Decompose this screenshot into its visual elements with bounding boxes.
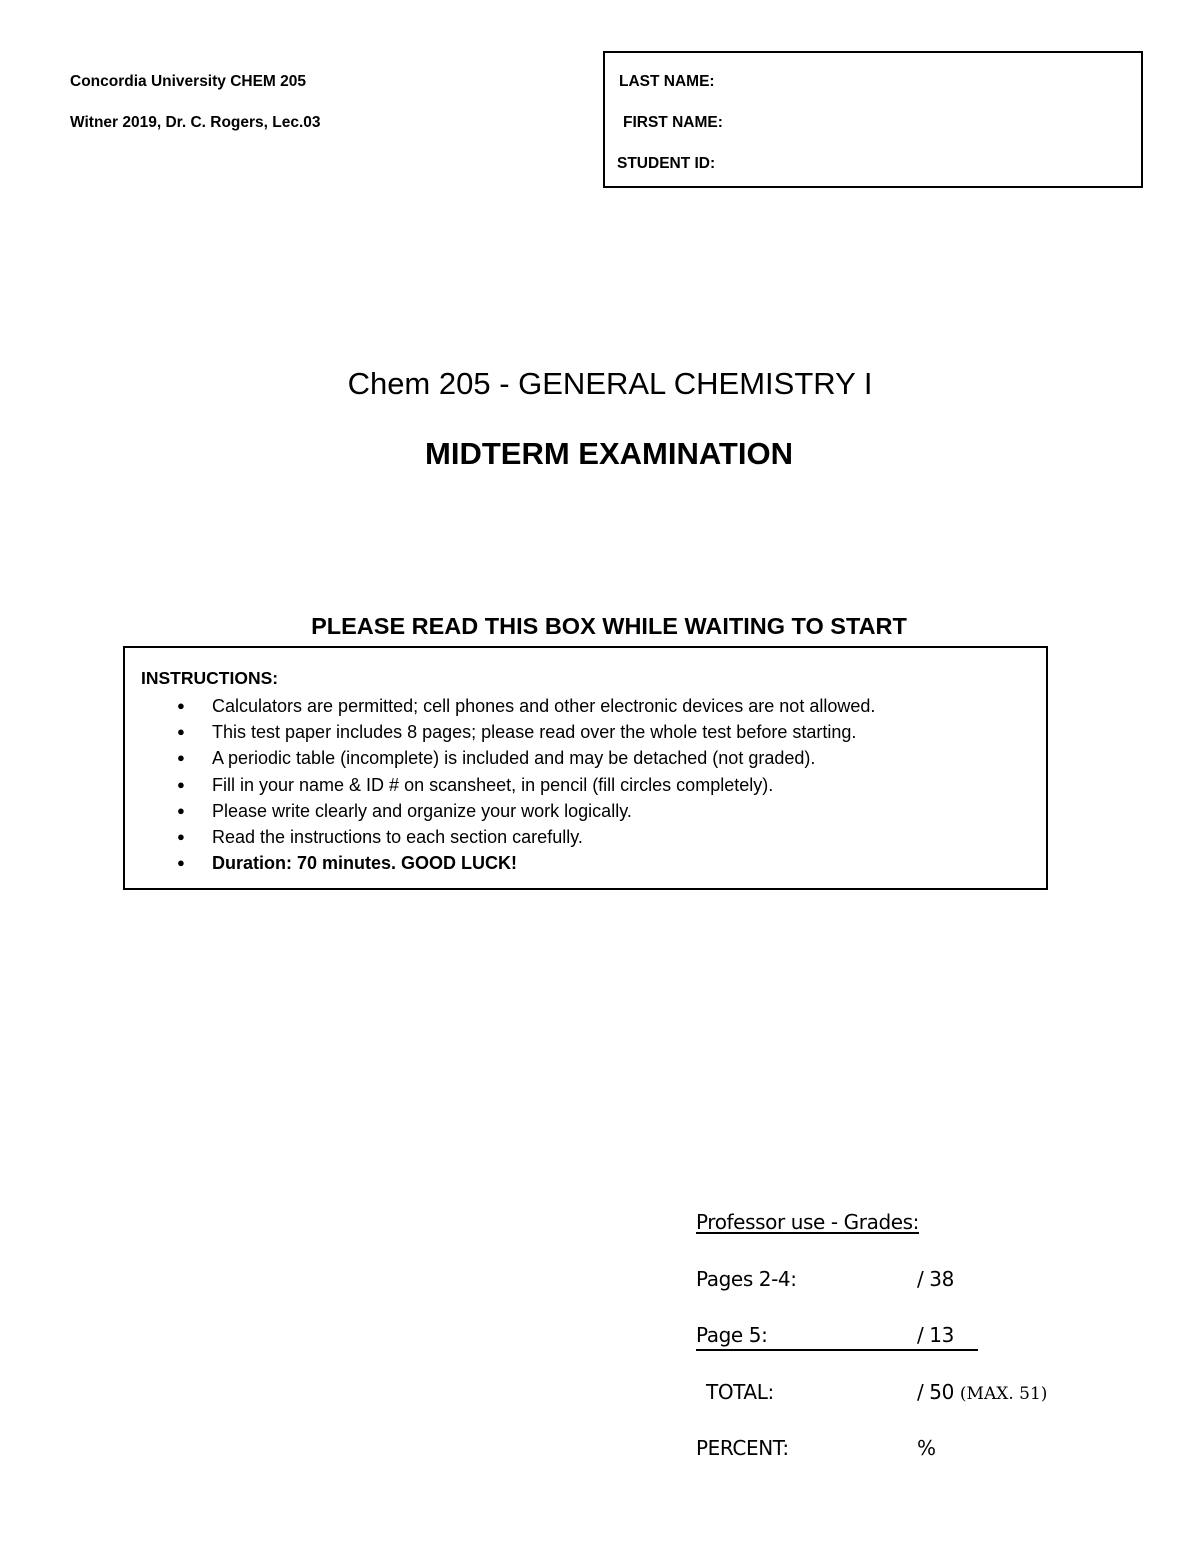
first-name-label: FIRST NAME: [623,114,723,131]
percent-label: PERCENT: [696,1436,789,1460]
instruction-text: This test paper includes 8 pages; please read over the whole test before starting. [212,722,857,743]
instruction-text: Calculators are permitted; cell phones and other electronic devices are not allowed. [212,696,876,716]
bullet-icon: ● [177,724,185,740]
read-box-heading: PLEASE READ THIS BOX WHILE WAITING TO START [311,613,907,639]
term-header: Witner 2019, Dr. C. Rogers, Lec.03 [70,114,321,131]
total-score-value: / 50 [917,1380,954,1404]
total-score [917,1380,1047,1404]
bullet-icon: ● [177,776,185,792]
page-5-label: Page 5: [696,1323,768,1347]
student-id-label: STUDENT ID: [617,155,716,172]
percent-value: % [917,1436,936,1460]
bullet-icon: ● [177,828,185,844]
course-header: Concordia University CHEM 205 [70,73,307,90]
bullet-icon: ● [177,698,185,713]
pages-2-4-score: / 38 [917,1267,954,1291]
instruction-item [171,772,875,798]
instruction-text: A periodic table (incomplete) is included and may be detached (not graded). [212,748,816,769]
grades-title: Professor use - Grades: [696,1210,919,1234]
total-label: TOTAL: [706,1380,774,1404]
course-title: Chem 205 - GENERAL CHEMISTRY I [347,366,873,401]
instruction-text: Read the instructions to each section carefully. [212,826,583,847]
bullet-icon: ● [177,855,185,871]
instructions-title: INSTRUCTIONS: [141,668,279,688]
exam-title: MIDTERM EXAMINATION [425,436,793,471]
pages-2-4-label: Pages 2-4: [696,1267,797,1291]
bullet-icon: ● [177,802,185,818]
instruction-text: Fill in your name & ID # on scansheet, in pencil (fill circles completely). [212,774,774,795]
page-5-score: / 13 [917,1323,954,1347]
instruction-text: Duration: 70 minutes. GOOD LUCK! [212,853,518,874]
total-max-note: (MAX. 51) [959,1384,1048,1404]
instruction-item [171,824,875,850]
instruction-text: Please write clearly and organize your work logically. [212,800,632,821]
instruction-item [171,745,875,771]
last-name-label: LAST NAME: [619,73,715,90]
page-5-underline [696,1349,978,1351]
bullet-icon: ● [177,750,185,766]
instructions-list [171,693,875,876]
instruction-item [171,693,875,719]
instruction-item-duration [171,850,875,876]
instruction-item [171,798,875,824]
instruction-item [171,719,875,745]
